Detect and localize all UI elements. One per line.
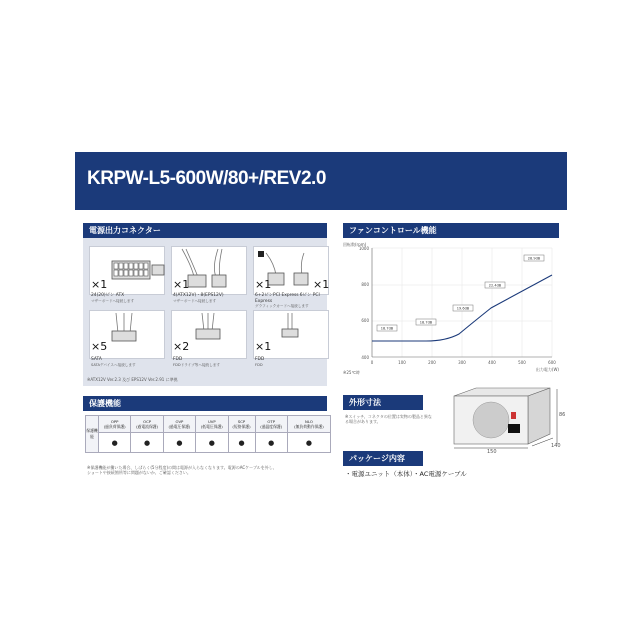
protection-mark: ● [228,433,255,453]
psu-drawing [440,384,567,452]
noise-label: 28.9dB [527,256,541,261]
connector-3-count: ×1 [255,278,272,291]
x-tick: 200 [428,360,436,365]
protection-mark: ● [196,433,228,453]
protection-row-label: 保護機能 [86,416,99,453]
dim-height: 86 [559,412,566,418]
x-tick: 600 [548,360,556,365]
connector-4-caption: SATA SATAデバイスへ接続します [91,357,136,367]
protection-mark: ● [131,433,163,453]
y-tick: 400 [361,355,369,360]
protection-mark: ● [99,433,131,453]
x-tick: 0 [370,360,374,365]
dim-width: 150 [487,449,497,455]
x-tick: 400 [488,360,496,365]
connector-5-caption: FDD FDDドライブ等へ接続します [173,357,220,367]
noise-label: 19.6dB [456,306,470,311]
fan-curve-chart [341,238,561,378]
package-header: パッケージ内容 [343,451,423,466]
title-banner [75,152,567,210]
fan-header: ファンコントロール機能 [343,223,559,238]
dimensions-note: ※スイッチ、コネクタの位置は実物の製品と異なる場合があります。 [345,414,432,424]
connectors-header: 電源出力コネクター [83,223,327,238]
protection-mark: ● [255,433,287,453]
y-tick: 800 [361,282,369,287]
protection-col-otp: OTP (過温度保護) [255,416,287,433]
noise-label: 18.7dB [419,320,433,325]
noise-label: 22.4dB [488,283,502,288]
connector-6-count: ×1 [255,340,272,353]
power-switch-icon [511,412,516,419]
protection-note: ※保護機能が働いた場合、しばらく(5分程度)の間は電源が入らなくなります。電源のACケーブルを外し、 ショートや接続箇所等に問題がないか、ご確認ください。 [87,465,277,475]
connector-1-count: ×1 [91,278,108,291]
ac-inlet-icon [508,424,520,433]
protection-col-scp: SCP (短絡保護) [228,416,255,433]
protection-col-nlo: NLO (無負荷動作保護) [287,416,330,433]
connector-6-caption: FDD FDD [255,357,265,367]
protection-col-opp: OPP (過負荷保護) [99,416,131,433]
protection-col-ovp: OVP (過電圧保護) [163,416,195,433]
dim-depth: 140 [551,443,561,449]
protection-mark: ● [287,433,330,453]
connector-2-count: ×1 [173,278,190,291]
noise-label: 18.7dB [380,326,394,331]
product-title: KRPW-L5-600W/80+/REV2.0 [87,168,326,189]
protection-col-ocp: OCP (過電流保護) [131,416,163,433]
protection-table [85,415,331,453]
connector-note: ※ATX12V Ver.2.3 及び EPS12V Ver.2.91 に準拠 [87,377,178,382]
fan-ylabel: 回転数(rpm) [343,242,367,247]
protection-mark: ● [163,433,195,453]
connector-1-caption: 24(20)ピン ATX マザーボードへ接続します [91,293,135,303]
dimensions-header: 外形寸法 [343,395,423,410]
x-tick: 500 [518,360,526,365]
y-tick: 1000 [358,246,369,251]
connector-5-count: ×2 [173,340,190,353]
protection-header: 保護機能 [83,396,327,411]
connector-2-caption: 4(ATX12V)・8(EPS12V) マザーボードへ接続します [173,293,224,303]
x-tick: 100 [398,360,406,365]
connector-3-count-2: ×1 [313,278,330,291]
fan-note: ※25℃時 [343,370,360,375]
package-contents: ・電源ユニット（本体）・AC電源ケーブル [345,470,467,478]
y-tick: 600 [361,318,369,323]
spec-sheet [75,152,567,488]
connector-3-caption: 6+2ピンPCI Express 6ピン PCI Express グラフィックカードへ接続します [255,293,320,308]
connector-4-count: ×5 [91,340,108,353]
fan-xlabel: 出力電力(W) [535,367,559,372]
x-tick: 300 [458,360,466,365]
protection-col-uvp: UVP (低電圧保護) [196,416,228,433]
